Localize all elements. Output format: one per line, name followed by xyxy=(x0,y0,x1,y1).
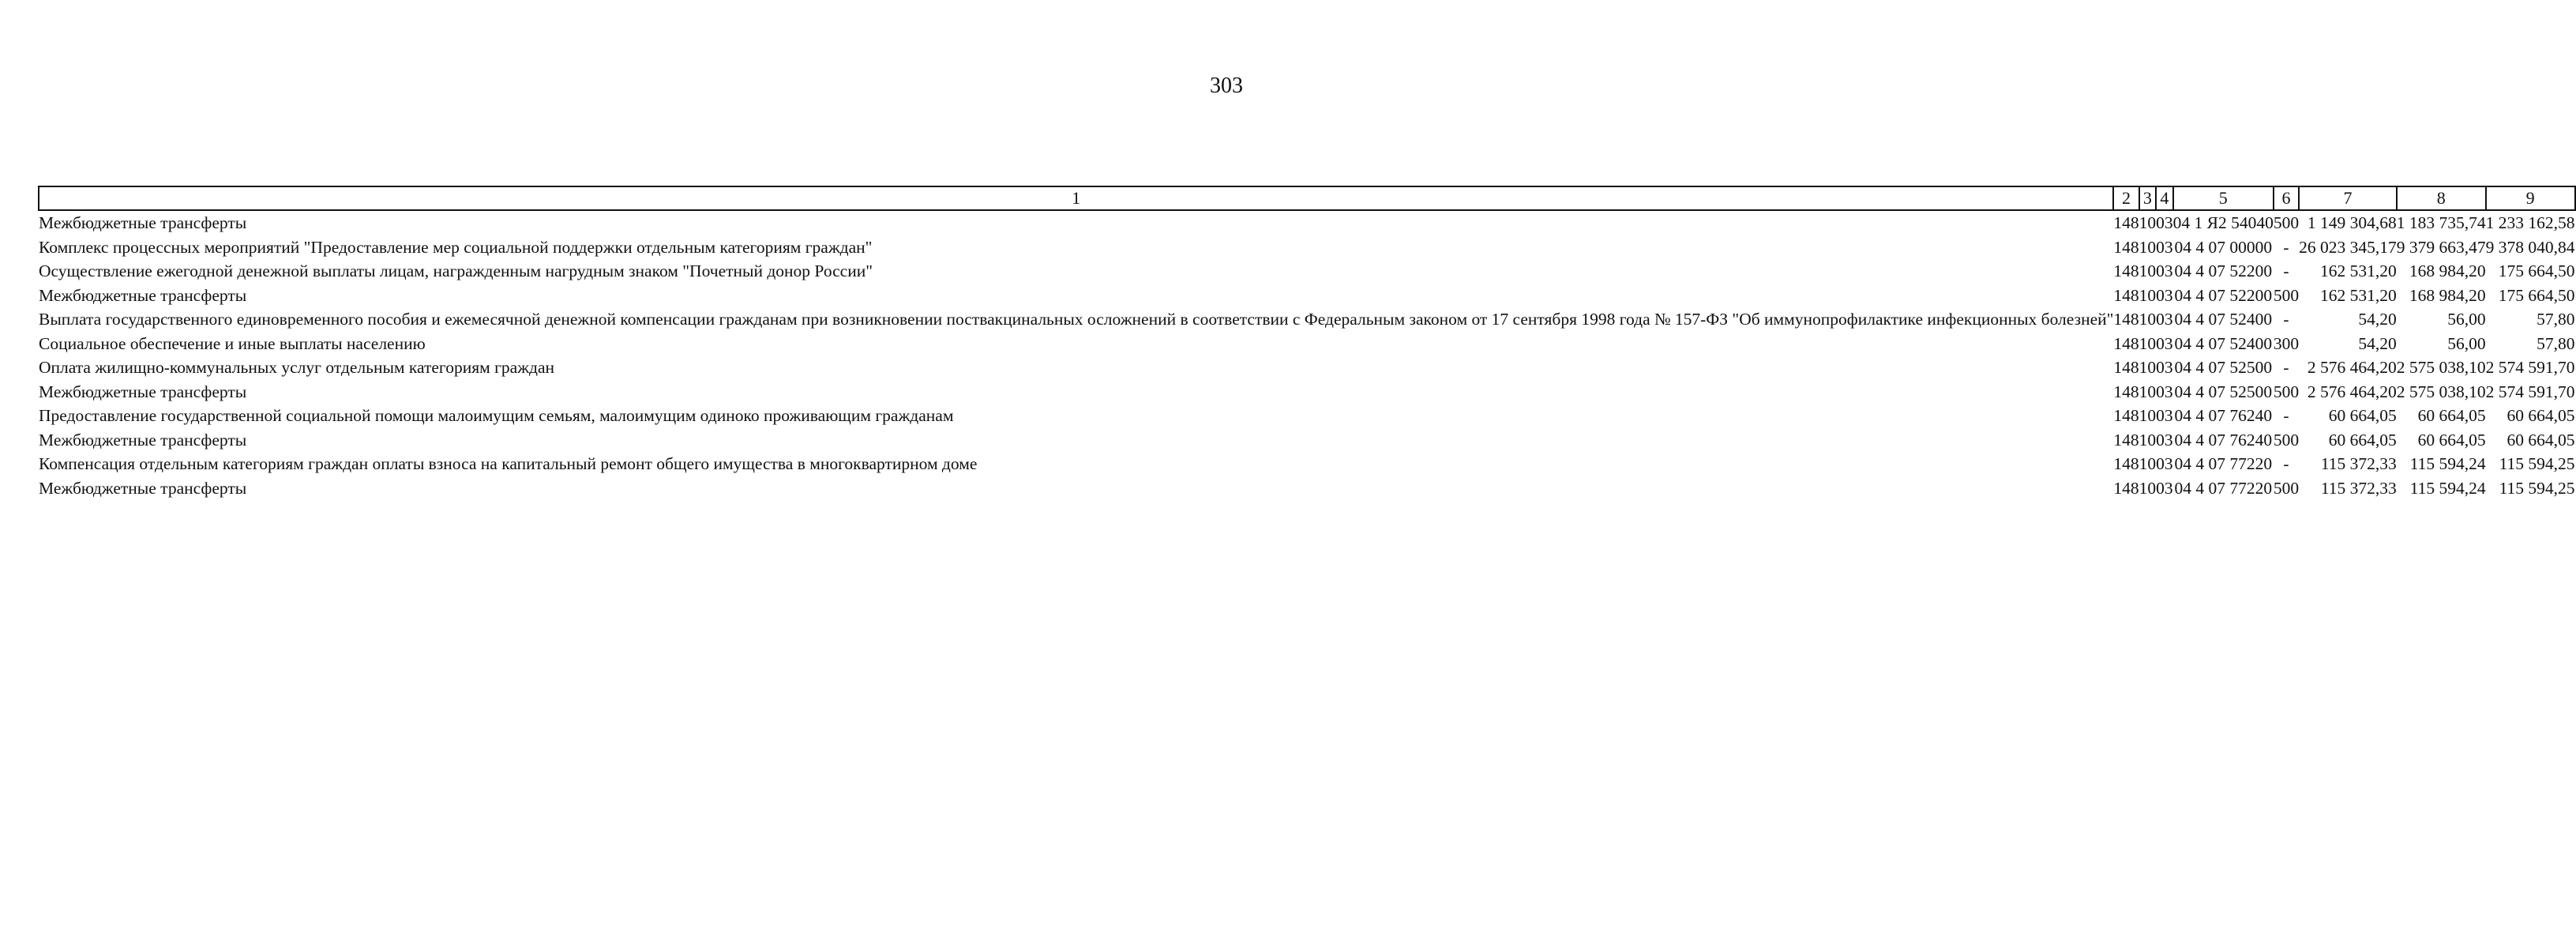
row-name: Выплата государственного единовременного пособия и ежемесячной денежной компенсации гражданам при возникновении поствакцинальных осложнений в соответствии с Федеральным законом от 17 сентября 1998 года № 157-ФЗ "Об иммунопрофилактике инфекционных болезней" xyxy=(39,310,2114,329)
table-row xyxy=(39,307,2575,332)
row-col-9: 115 594,25 xyxy=(2499,478,2575,498)
table-row xyxy=(39,259,2575,284)
row-col-7: 115 372,33 xyxy=(2320,454,2397,473)
row-col-5: 04 1 Я2 54040 xyxy=(2172,213,2274,232)
row-col-6: - xyxy=(2283,261,2289,280)
row-col-3: 10 xyxy=(2139,213,2157,232)
row-col-2: 148 xyxy=(2113,261,2139,280)
row-col-6: - xyxy=(2283,237,2289,257)
row-col-8: 56,00 xyxy=(2447,310,2486,329)
row-col-3: 10 xyxy=(2139,406,2157,425)
row-col-6: 500 xyxy=(2273,382,2300,401)
row-col-6: 500 xyxy=(2273,285,2300,305)
row-col-2: 148 xyxy=(2113,430,2139,450)
row-name: Межбюджетные трансферты xyxy=(39,285,247,305)
header-col-2: 2 xyxy=(2113,186,2139,210)
table-row xyxy=(39,380,2575,404)
row-col-7: 162 531,20 xyxy=(2320,285,2397,305)
row-col-4: 03 xyxy=(2156,358,2173,377)
row-col-4: 03 xyxy=(2156,285,2173,305)
row-col-7: 26 023 345,17 xyxy=(2299,237,2397,257)
row-col-6: - xyxy=(2283,406,2289,425)
row-col-2: 148 xyxy=(2113,478,2139,498)
row-col-8: 60 664,05 xyxy=(2417,430,2486,450)
row-col-3: 10 xyxy=(2139,261,2157,280)
row-col-7: 162 531,20 xyxy=(2320,261,2397,280)
row-col-4: 03 xyxy=(2156,430,2173,450)
row-col-5: 04 4 07 52200 xyxy=(2174,285,2273,305)
row-col-7: 60 664,05 xyxy=(2328,406,2397,425)
row-col-3: 10 xyxy=(2139,310,2157,329)
row-col-8: 1 183 735,74 xyxy=(2396,213,2486,232)
row-col-4: 03 xyxy=(2156,310,2173,329)
row-name: Межбюджетные трансферты xyxy=(39,382,247,401)
row-col-2: 148 xyxy=(2113,213,2139,232)
row-col-3: 10 xyxy=(2139,382,2157,401)
row-col-7: 54,20 xyxy=(2358,333,2397,353)
row-name: Осуществление ежегодной денежной выплаты лицам, награжденным нагрудным знаком "Почетный донор России" xyxy=(39,261,873,280)
row-col-3: 10 xyxy=(2139,333,2157,353)
row-col-6: - xyxy=(2283,310,2289,329)
row-col-2: 148 xyxy=(2113,406,2139,425)
header-col-5: 5 xyxy=(2173,186,2274,210)
row-col-5: 04 4 07 00000 xyxy=(2174,237,2273,257)
row-col-7: 1 149 304,68 xyxy=(2307,213,2397,232)
row-col-4: 03 xyxy=(2156,454,2173,473)
table-row xyxy=(39,235,2575,260)
row-col-6: 300 xyxy=(2273,333,2300,353)
row-col-8: 56,00 xyxy=(2447,333,2486,353)
row-col-4: 03 xyxy=(2156,237,2173,257)
row-col-5: 04 4 07 77220 xyxy=(2174,454,2273,473)
row-col-3: 10 xyxy=(2139,454,2157,473)
row-col-9: 60 664,05 xyxy=(2507,406,2575,425)
row-name: Межбюджетные трансферты xyxy=(39,478,247,498)
row-col-7: 2 576 464,20 xyxy=(2307,358,2397,377)
row-col-9: 175 664,50 xyxy=(2498,261,2575,280)
table-row xyxy=(39,404,2575,428)
row-col-9: 1 233 162,58 xyxy=(2485,213,2575,232)
row-col-8: 168 984,20 xyxy=(2409,285,2486,305)
row-col-5: 04 4 07 52400 xyxy=(2174,310,2273,329)
table-row xyxy=(39,428,2575,453)
row-col-2: 148 xyxy=(2113,310,2139,329)
row-col-2: 148 xyxy=(2113,333,2139,353)
row-col-7: 60 664,05 xyxy=(2328,430,2397,450)
header-col-1: 1 xyxy=(39,186,2113,210)
row-col-4: 03 xyxy=(2156,213,2173,232)
row-col-4: 03 xyxy=(2156,406,2173,425)
row-col-2: 148 xyxy=(2113,454,2139,473)
row-col-5: 04 4 07 52400 xyxy=(2174,333,2273,353)
row-col-8: 168 984,20 xyxy=(2409,261,2486,280)
row-col-8: 2 575 038,10 xyxy=(2396,382,2486,401)
row-col-3: 10 xyxy=(2139,358,2157,377)
table-row xyxy=(39,210,2575,235)
table-header-row xyxy=(39,186,2575,210)
table-row xyxy=(39,476,2575,501)
row-col-9: 175 664,50 xyxy=(2498,285,2575,305)
row-col-8: 115 594,24 xyxy=(2409,454,2486,473)
row-name: Комплекс процессных мероприятий "Предоставление мер социальной поддержки отдельным категориям граждан" xyxy=(39,237,873,257)
header-col-4: 4 xyxy=(2156,186,2173,210)
row-col-7: 115 372,33 xyxy=(2320,478,2397,498)
row-col-5: 04 4 07 52500 xyxy=(2174,358,2273,377)
row-name: Предоставление государственной социальной помощи малоимущим семьям, малоимущим одиноко проживающим гражданам xyxy=(39,406,954,425)
row-col-8: 60 664,05 xyxy=(2417,406,2486,425)
row-col-5: 04 4 07 52500 xyxy=(2174,382,2273,401)
row-col-6: 500 xyxy=(2273,430,2300,450)
table-row xyxy=(39,284,2575,308)
row-col-5: 04 4 07 76240 xyxy=(2174,430,2273,450)
row-col-6: - xyxy=(2283,358,2289,377)
row-name: Социальное обеспечение и иные выплаты населению xyxy=(39,333,426,353)
row-col-6: - xyxy=(2283,454,2289,473)
row-col-6: 500 xyxy=(2273,478,2300,498)
row-col-6: 500 xyxy=(2273,213,2300,232)
row-name: Оплата жилищно-коммунальных услуг отдельным категориям граждан xyxy=(39,358,555,377)
row-col-9: 57,80 xyxy=(2537,333,2575,353)
row-col-4: 03 xyxy=(2156,382,2173,401)
row-col-5: 04 4 07 76240 xyxy=(2174,406,2273,425)
row-col-4: 03 xyxy=(2156,333,2173,353)
row-col-5: 04 4 07 77220 xyxy=(2174,478,2273,498)
row-col-7: 54,20 xyxy=(2358,310,2397,329)
row-col-4: 03 xyxy=(2156,478,2173,498)
table-row xyxy=(39,356,2575,380)
header-col-8: 8 xyxy=(2397,186,2486,210)
header-col-7: 7 xyxy=(2299,186,2397,210)
row-name: Межбюджетные трансферты xyxy=(39,213,247,232)
header-col-9: 9 xyxy=(2486,186,2575,210)
row-col-9: 2 574 591,70 xyxy=(2485,382,2575,401)
row-name: Межбюджетные трансферты xyxy=(39,430,247,450)
row-col-9: 2 574 591,70 xyxy=(2485,358,2575,377)
budget-table xyxy=(38,186,2576,500)
row-col-2: 148 xyxy=(2113,382,2139,401)
row-col-7: 2 576 464,20 xyxy=(2307,382,2397,401)
row-col-9: 9 378 040,84 xyxy=(2485,237,2575,257)
header-col-6: 6 xyxy=(2274,186,2299,210)
row-col-3: 10 xyxy=(2139,478,2157,498)
row-col-5: 04 4 07 52200 xyxy=(2174,261,2273,280)
table-row xyxy=(39,332,2575,356)
row-col-4: 03 xyxy=(2156,261,2173,280)
row-col-8: 9 379 663,47 xyxy=(2396,237,2486,257)
row-col-8: 115 594,24 xyxy=(2409,478,2486,498)
row-col-3: 10 xyxy=(2139,285,2157,305)
table-row xyxy=(39,452,2575,476)
row-col-2: 148 xyxy=(2113,358,2139,377)
header-col-3: 3 xyxy=(2139,186,2157,210)
row-col-8: 2 575 038,10 xyxy=(2396,358,2486,377)
row-col-2: 148 xyxy=(2113,285,2139,305)
row-col-9: 60 664,05 xyxy=(2507,430,2575,450)
table-body xyxy=(39,210,2575,500)
row-col-9: 57,80 xyxy=(2537,310,2575,329)
page-number: 303 xyxy=(1210,73,1243,98)
row-name: Компенсация отдельным категориям граждан оплаты взноса на капитальный ремонт общего имущества в многоквартирном доме xyxy=(39,454,978,473)
row-col-3: 10 xyxy=(2139,430,2157,450)
row-col-9: 115 594,25 xyxy=(2499,454,2575,473)
row-col-2: 148 xyxy=(2113,237,2139,257)
row-col-3: 10 xyxy=(2139,237,2157,257)
